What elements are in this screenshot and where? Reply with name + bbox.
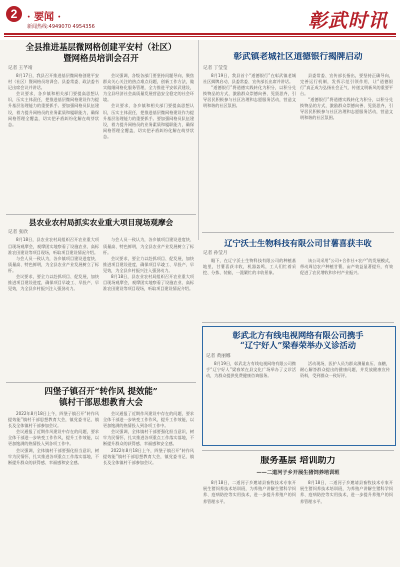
article-cadre-education: [8, 386, 194, 562]
paragraph: 8月18日，二道河子乡邀请县畜牧技术专家开展生猪饲养技术培训班，为养殖户讲解生猪科学饲养、疫病防控等实用技术，进一步提升养殖户的饲养管理水平。: [300, 480, 393, 504]
page-number-badge: 2: [6, 6, 22, 22]
headline-line: “辽宁好人”梁春荣举办义诊活动: [240, 340, 356, 351]
article-body: [8, 411, 194, 466]
article-subhead: ——二道河子乡开展生猪饲养培训班: [256, 470, 340, 477]
paragraph: 8月18日，二道河子乡邀请县畜牧技术专家开展生猪饲养技术培训班，为养殖户讲解生猪科学饲养、疫病防控等实用技术，进一步提升养殖户的饲养管理水平。: [203, 480, 296, 504]
paragraph: 会议要求，要全力以赴抓项目、促发展，加快推进项目建设进度，确保项目早竣工、早投产、早见效，为全县乡村振兴注入强劲动力。: [8, 274, 99, 292]
masthead-rule: [4, 33, 396, 35]
paragraph: 会议要求，各乡镇和相关部门要提高思想认识，压实主体责任，把推进基层微网格建设作为提升基层治理能力的重要抓手。要加强网格员队伍建设，着力提升网格员的业务素质和履职能力，确保网格管理全覆盖，切实把矛盾纠纷化解在萌芽状态。: [103, 103, 194, 139]
section-divider: [202, 450, 394, 451]
article-grid-training: [8, 42, 194, 212]
article-byline: 记者 张欣: [8, 230, 28, 236]
article-byline: 记者 孙莹月: [203, 251, 228, 257]
paragraph: 8月19日，我县首个“道德银行”在彰武镇老城社区揭牌启动，县委常委、宣传部长出席并讲话。: [203, 72, 296, 84]
article-body: [203, 258, 393, 276]
paragraph: 与会人员一致认为，各乡镇项目建设进度快、质量高、特色鲜明，为全县农业产业发展树立了标杆。: [8, 255, 99, 273]
headline-line: 彰武北方有线电视网络有限公司携手: [232, 330, 364, 340]
paragraph: 会议强调，全体镇村干部要强化担当意识，树牢为民情怀，扎实推进各项重点工作落实落地，不断提升群众的获得感、幸福感和安全感。: [103, 429, 194, 447]
article-byline: 记者 丁莹莹: [203, 65, 228, 71]
article-free-clinic: [206, 330, 390, 442]
section-divider: [6, 382, 196, 383]
paragraph: “道德银行”将道德实践转化为积分，以积分兑换物品的方式，激励群众崇德向善、见贤思齐，引导居民积极参与社区治理和志愿服务活动，营造文明和谐的社区氛围。: [203, 84, 296, 109]
article-body: [8, 73, 194, 140]
newspaper-name: 彰武时讯: [307, 10, 388, 32]
paragraph: 8月17日，我县召开推进基层微网格创建平安村（社区）暨网格员培训会。县委常委、政法委书记出席会议并讲话。: [8, 73, 99, 91]
article-byline: 记者 黄丽娜: [206, 353, 231, 359]
article-headline: [8, 386, 194, 407]
headline-line: 全县推进基层微网格创建平安村（社区）: [25, 42, 177, 52]
paragraph: 8月18日，县农业农村局组织召开农业重大项目现场观摩会，观摩团实地察看了设施农业、高标准农田建设等项目现场，听取项目建设情况介绍。: [8, 237, 99, 255]
column-divider: [198, 40, 199, 240]
article-headline: 县农业农村局抓实农业重大项目现场观摩会: [28, 218, 174, 227]
article-byline: 记者 王芊靖: [8, 66, 33, 71]
section-divider: [6, 214, 196, 215]
masthead-rule-thin: [4, 36, 396, 37]
paragraph: 该公司采用“公司+合作社+农户”的发展模式，带动周边农户种植甘薯，亩产效益显著提升，有效促进了农民增收和乡村产业振兴。: [300, 258, 393, 276]
paragraph: 眼下，在辽宁沃士生物科技有限公司的种植基地里，甘薯喜获丰收，机器轰鸣，工人们忙着采挖、分拣、装箱，一派繁忙的丰收景象。: [203, 258, 296, 276]
article-agri-projects: [8, 218, 194, 378]
hotline-meta: 新闻热线:4949070 4954356: [27, 24, 95, 30]
headline-line: 四堡子镇召开“转作风 提效能”: [44, 386, 158, 396]
paragraph: 8月19日，彰武北方有线电视网络有限公司携手“辽宁好人”梁春荣在县文化广场举办了义诊活动，为群众提供免费健康咨询服务。: [206, 360, 296, 378]
section-divider: [202, 322, 394, 323]
paragraph: 会议要求，要全力以赴抓项目、促发展，加快推进项目建设进度，确保项目早竣工、早投产、早见效，为全县乡村振兴注入强劲动力。: [103, 255, 194, 273]
section-title: · 要闻 ·: [27, 12, 61, 23]
paragraph: 2022年8月18日上午，四堡子镇召开“转作风 提效能”镇村干部思想教育大会，镇党委书记、镇长及全体镇村干部参加会议。: [103, 447, 194, 465]
article-headline: 服务基层 培训助力: [260, 456, 336, 466]
article-moral-bank: [203, 52, 393, 232]
paragraph: 8月18日，县农业农村局组织召开农业重大项目现场观摩会，观摩团实地察看了设施农业、高标准农田建设等项目现场，听取项目建设情况介绍。: [103, 274, 194, 292]
headline-line: 暨网格员培训会召开: [63, 52, 139, 63]
section-divider: [202, 232, 394, 233]
paragraph: 与会人员一致认为，各乡镇项目建设进度快、质量高、特色鲜明，为全县农业产业发展树立了标杆。: [103, 237, 194, 255]
paragraph: 活动现场，医护人员为群众测量血压、血糖，耐心解答群众提出的健康问题，并发放健康宣传资料，受到群众一致好评。: [300, 360, 390, 378]
paragraph: 2022年8月18日上午，四堡子镇召开“转作风 提效能”镇村干部思想教育大会，镇党委书记、镇长及全体镇村干部参加会议。: [8, 411, 99, 429]
article-headline: [206, 330, 390, 351]
article-body: [203, 480, 393, 504]
paragraph: 会议通报了近期作风建设中存在的问题，要求全体干部进一步转变工作作风，提升工作效能，以更加饱满的热情投入到各项工作中。: [103, 411, 194, 429]
article-sweet-potato: [203, 238, 393, 320]
paragraph: 会议通报了近期作风建设中存在的问题，要求全体干部进一步转变工作作风，提升工作效能，以更加饱满的热情投入到各项工作中。: [8, 429, 99, 447]
paragraph: 县委常委、宣传部长指出，要坚持正确导向，完善运行机制，发挥示范引领作用，让“道德银行”真正成为弘扬社会正气、传递文明新风的重要平台。: [300, 72, 393, 97]
article-headline: 彰武镇老城社区道德银行揭牌启动: [233, 52, 363, 62]
paragraph: 会议强调，全体镇村干部要强化担当意识，树牢为民情怀，扎实推进各项重点工作落实落地，不断提升群众的获得感、幸福感和安全感。: [8, 447, 99, 465]
paragraph: 会议要求，各乡镇和相关部门要提高思想认识，压实主体责任，把推进基层微网格建设作为提升基层治理能力的重要抓手。要加强网格员队伍建设，着力提升网格员的业务素质和履职能力，确保网格管理全覆盖，切实把矛盾纠纷化解在萌芽状态。: [8, 91, 99, 127]
paragraph: 会议强调，各级各部门要坚持问题导向，聚焦群众关心关注的热点难点问题，创新工作方法，做实做细网格化服务管理，全力推进平安彰武建设，为全县经济社会高质量发展营造安全稳定的社会环境。: [103, 73, 194, 103]
article-headline: [8, 42, 194, 63]
article-pig-training: [203, 456, 393, 562]
article-body: [206, 361, 390, 379]
headline-line: 镇村干部思想教育大会: [59, 396, 143, 407]
article-headline: 辽宁沃士生物科技有限公司甘薯喜获丰收: [224, 238, 372, 248]
article-body: [8, 237, 194, 292]
paragraph: “道德银行”将道德实践转化为积分，以积分兑换物品的方式，激励群众崇德向善、见贤思齐，引导居民积极参与社区治理和志愿服务活动，营造文明和谐的社区氛围。: [300, 97, 393, 121]
article-body: [203, 73, 393, 122]
